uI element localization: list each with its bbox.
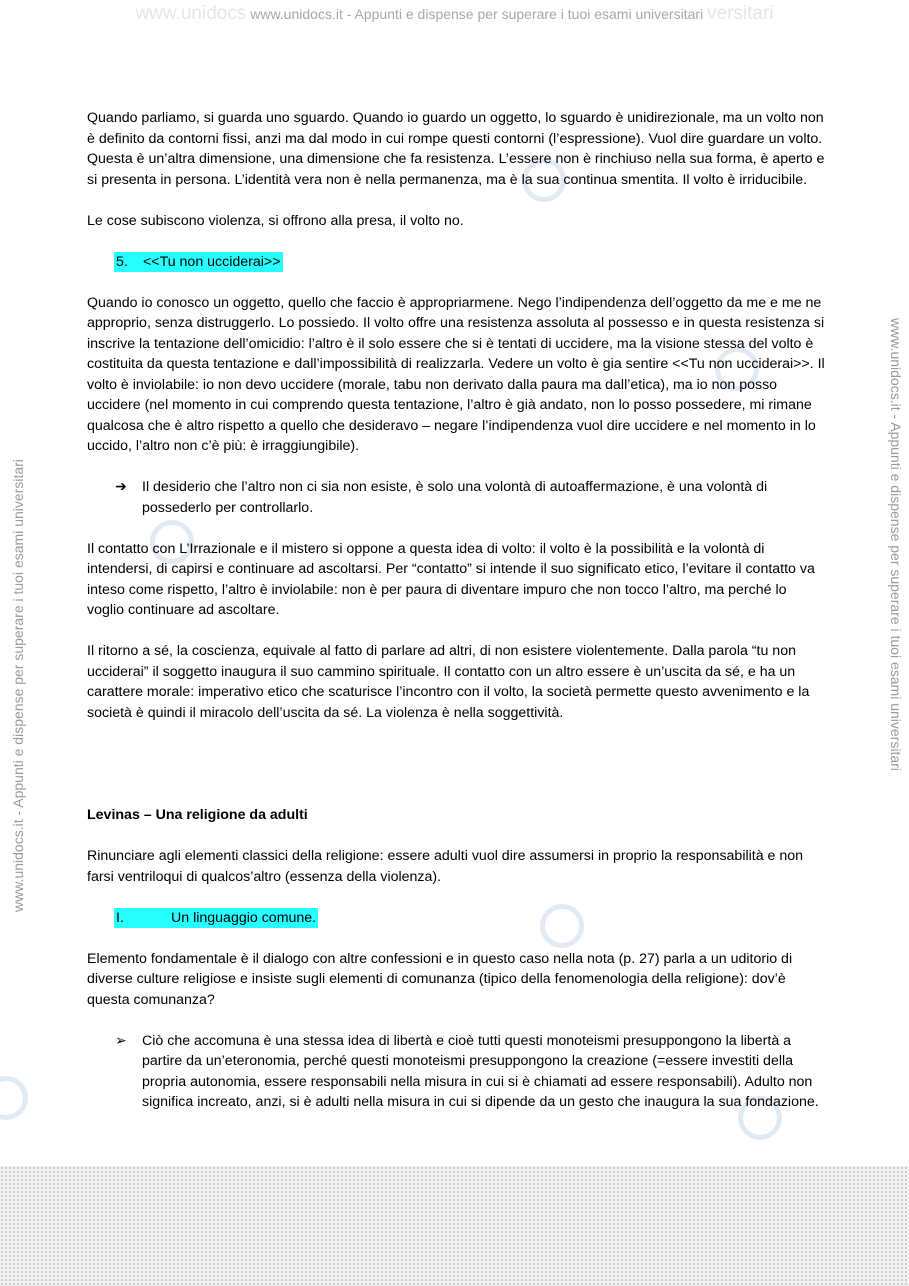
left-side-watermark: www.unidocs.it - Appunti e dispense per superare i tuoi esami universitari: [10, 459, 26, 912]
document-page: [87, 108, 827, 1133]
triangle-arrow-icon: ➢: [115, 1032, 127, 1049]
paragraph: Quando parliamo, si guarda uno sguardo. Quando io guardo un oggetto, lo sguardo è unidirezionale, ma un volto non è definito da contorni fissi, anzi ma dal modo in cui rompe questi contorni (l’espressione). Vuol dire guardare un volto. Questa è un’altra dimensione, una dimensione che fa resistenza. L’essere non è rinchiuso nella sua forma, è aperto e si presenta in persona. L’identità vera non è nella permanenza, ma è la sua continua smentita. Il volto è irriducibile.: [87, 110, 825, 188]
arrow-bullet-item: [87, 477, 827, 518]
arrow-icon: ➔: [115, 479, 127, 495]
bullet-text: Il desiderio che l’altro non ci sia non esiste, è solo una volontà di autoaffermazione, è una volontà di possederlo per controllarlo.: [142, 479, 768, 516]
heading-text: Un linguaggio comune.: [171, 909, 317, 926]
heading-number: 5.: [116, 253, 128, 270]
top-watermark: [0, 3, 909, 25]
watermark-ghost-left: www.unidocs: [135, 3, 247, 24]
heading-number: I.: [116, 909, 124, 926]
paragraph: Il ritorno a sé, la coscienza, equivale al fatto di parlare ad altri, di non esistere violentemente. Dalla parola “tu non ucciderai” il soggetto inaugura il suo cammino spirituale. Il contatto con un altro essere è un’uscita da sé, e ha un carattere morale: imperativo etico che scaturisce l’incontro con il volto, la società permette questo avvenimento e la società è quindi il miracolo dell’uscita da sé. La violenza è nella soggettività.: [87, 643, 810, 721]
bullet-text: Ciò che accomuna è una stessa idea di libertà e cioè tutti questi monoteismi presuppongono la libertà a partire da un’eteronomia, perché questi monoteismi presuppongono la creazione (=essere investiti della propria autonomia, essere responsabili nella misura in cui si è chiamati ad essere responsabili). Adulto non significa increato, anzi, si è adulti nella misura in cui si dipende da un gesto che inaugura la sua fondazione.: [142, 1032, 819, 1110]
paragraph: Il contatto con L’Irrazionale e il mistero si oppone a questa idea di volto: il volto è la possibilità e la volontà di intendersi, di capirsi e continuare ad ascoltarsi. Per “contatto” si intende il suo significato etico, l’evitare il contatto va inteso come rispetto, l’altro è inviolabile: non è per paura di diventare impuro che non tocco l’altro, ma perché lo voglio continuare ad ascoltare.: [87, 540, 815, 618]
paragraph: Elemento fondamentale è il dialogo con altre confessioni e in questo caso nella nota (p. 27) parla a un uditorio di diverse culture religiose e insiste sugli elementi di comunanza (tipico della fenomenologia della religione): dov’è questa comunanza?: [87, 950, 793, 1008]
right-side-watermark: www.unidocs.it - Appunti e dispense per superare i tuoi esami universitari: [888, 318, 904, 771]
blurred-preview-overlay: [0, 1166, 909, 1286]
watermark-logo-icon: [0, 1076, 28, 1120]
watermark-text: www.unidocs.it - Appunti e dispense per superare i tuoi esami universitari: [250, 6, 704, 22]
triangle-bullet-item: [87, 1031, 827, 1113]
paragraph: Le cose subiscono violenza, si offrono alla presa, il volto no.: [87, 212, 464, 229]
paragraph: Quando io conosco un oggetto, quello che faccio è appropriarmene. Nego l’indipendenza dell’oggetto da me e me ne approprio, senza distruggerlo. Lo possiedo. Il volto offre una resistenza assoluta al possesso e in questa resistenza si inscrive la tentazione dell’omicidio: l’altro è il solo essere che si è tentati di uccidere, ma la visione stessa del volto è costituita da questa tentazione e dall’impossibilità di realizzarla. Vedere un volto è gia sentire <<Tu non ucciderai>>. Il volto è inviolabile: io non devo uccidere (morale, tabu non derivato dalla paura ma dall’etica), ma io non posso uccidere (nel momento in cui comprendo questa tentazione, l’altro è già andato, non lo posso possedere, mi rimane qualcosa che è altro rispetto a quello che desideravo – negare l’indipendenza vuol dire uccidere e nel momento in lo uccido, l’altro non c’è più: è irraggiungibile).: [87, 294, 825, 454]
section-title: Levinas – Una religione da adulti: [87, 807, 308, 823]
section-heading-5: [114, 252, 827, 273]
highlighted-heading: [114, 908, 318, 929]
section-heading-I: [114, 908, 827, 929]
highlighted-heading: [114, 252, 283, 273]
watermark-ghost-right: versitari: [707, 3, 774, 24]
paragraph: Rinunciare agli elementi classici della religione: essere adulti vuol dire assumersi in proprio la responsabilità e non farsi ventriloqui di qualcos’altro (essenza della violenza).: [87, 848, 804, 885]
heading-text: <<Tu non ucciderai>>: [143, 253, 281, 270]
